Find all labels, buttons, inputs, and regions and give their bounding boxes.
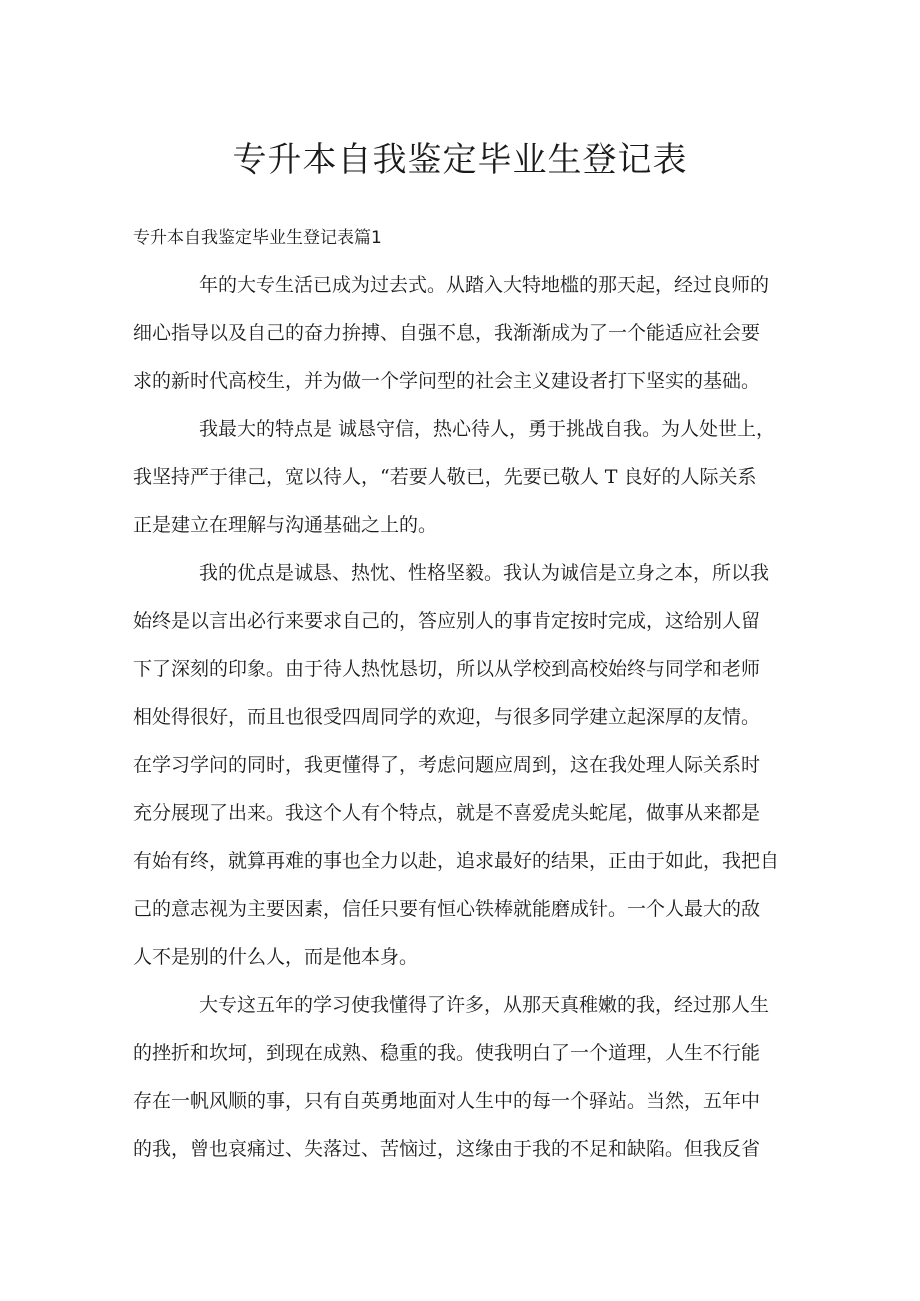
section-subtitle: 专升本自我鉴定毕业生登记表篇1 xyxy=(133,228,382,248)
paragraph-4 xyxy=(133,981,793,1173)
paragraph-line: 我最大的特点是 诚恳守信，热心待人，勇于挑战自我。为人处世上， xyxy=(199,418,776,440)
paragraph-line: 相处得很好，而且也很受四周同学的欢迎，与很多同学建立起深厚的友情。 xyxy=(133,706,761,728)
paragraph-line: 的挫折和坎坷，到现在成熟、稳重的我。使我明白了一个道理，人生不行能 xyxy=(133,1042,761,1064)
paragraph-line: 己的意志视为主要因素，信任只要有恒心铁棒就能磨成针。一个人最大的敌 xyxy=(133,898,761,920)
paragraph-line: 我坚持严于律己，宽以待人，“若要人敬已，先要已敬人 T 良好的人际关系 xyxy=(133,466,757,488)
paragraph-line: 人不是别的什么人，而是他本身。 xyxy=(133,946,419,968)
document-title: 专升本自我鉴定毕业生登记表 xyxy=(232,140,688,180)
paragraph-line: 充分展现了出来。我这个人有个特点，就是不喜爱虎头蛇尾，做事从来都是 xyxy=(133,802,761,824)
paragraph-line: 有始有终，就算再难的事也全力以赴，追求最好的结果，正由于如此，我把自 xyxy=(133,850,780,872)
paragraph-1 xyxy=(133,261,793,405)
paragraph-line: 我的优点是诚恳、热忱、性格坚毅。我认为诚信是立身之本，所以我 xyxy=(199,562,770,584)
paragraph-line: 存在一帆风顺的事，只有自英勇地面对人生中的每一个驿站。当然，五年中 xyxy=(133,1090,761,1112)
paragraph-line: 年的大专生活已成为过去式。从踏入大特地槛的那天起，经过良师的 xyxy=(199,274,770,296)
paragraph-line: 始终是以言出必行来要求自己的，答应别人的事肯定按时完成，这给别人留 xyxy=(133,610,761,632)
paragraph-2 xyxy=(133,405,793,549)
paragraph-line: 求的新时代高校生，并为做一个学问型的社会主义建设者打下坚实的基础。 xyxy=(133,370,761,392)
paragraph-line: 大专这五年的学习使我懂得了许多，从那天真稚嫩的我，经过那人生 xyxy=(199,994,770,1016)
paragraph-line: 在学习学问的同时，我更懂得了，考虑问题应周到，这在我处理人际关系时 xyxy=(133,754,761,776)
paragraph-3 xyxy=(133,549,793,981)
paragraph-line: 细心指导以及自己的奋力拚搏、自强不息，我渐渐成为了一个能适应社会要 xyxy=(133,322,761,344)
paragraph-line: 正是建立在理解与沟通基础之上的。 xyxy=(133,514,438,536)
paragraph-line: 下了深刻的印象。由于待人热忱恳切，所以从学校到高校始终与同学和老师 xyxy=(133,658,761,680)
paragraph-line: 的我，曾也哀痛过、失落过、苦恼过，这缘由于我的不足和缺陷。但我反省 xyxy=(133,1138,761,1160)
